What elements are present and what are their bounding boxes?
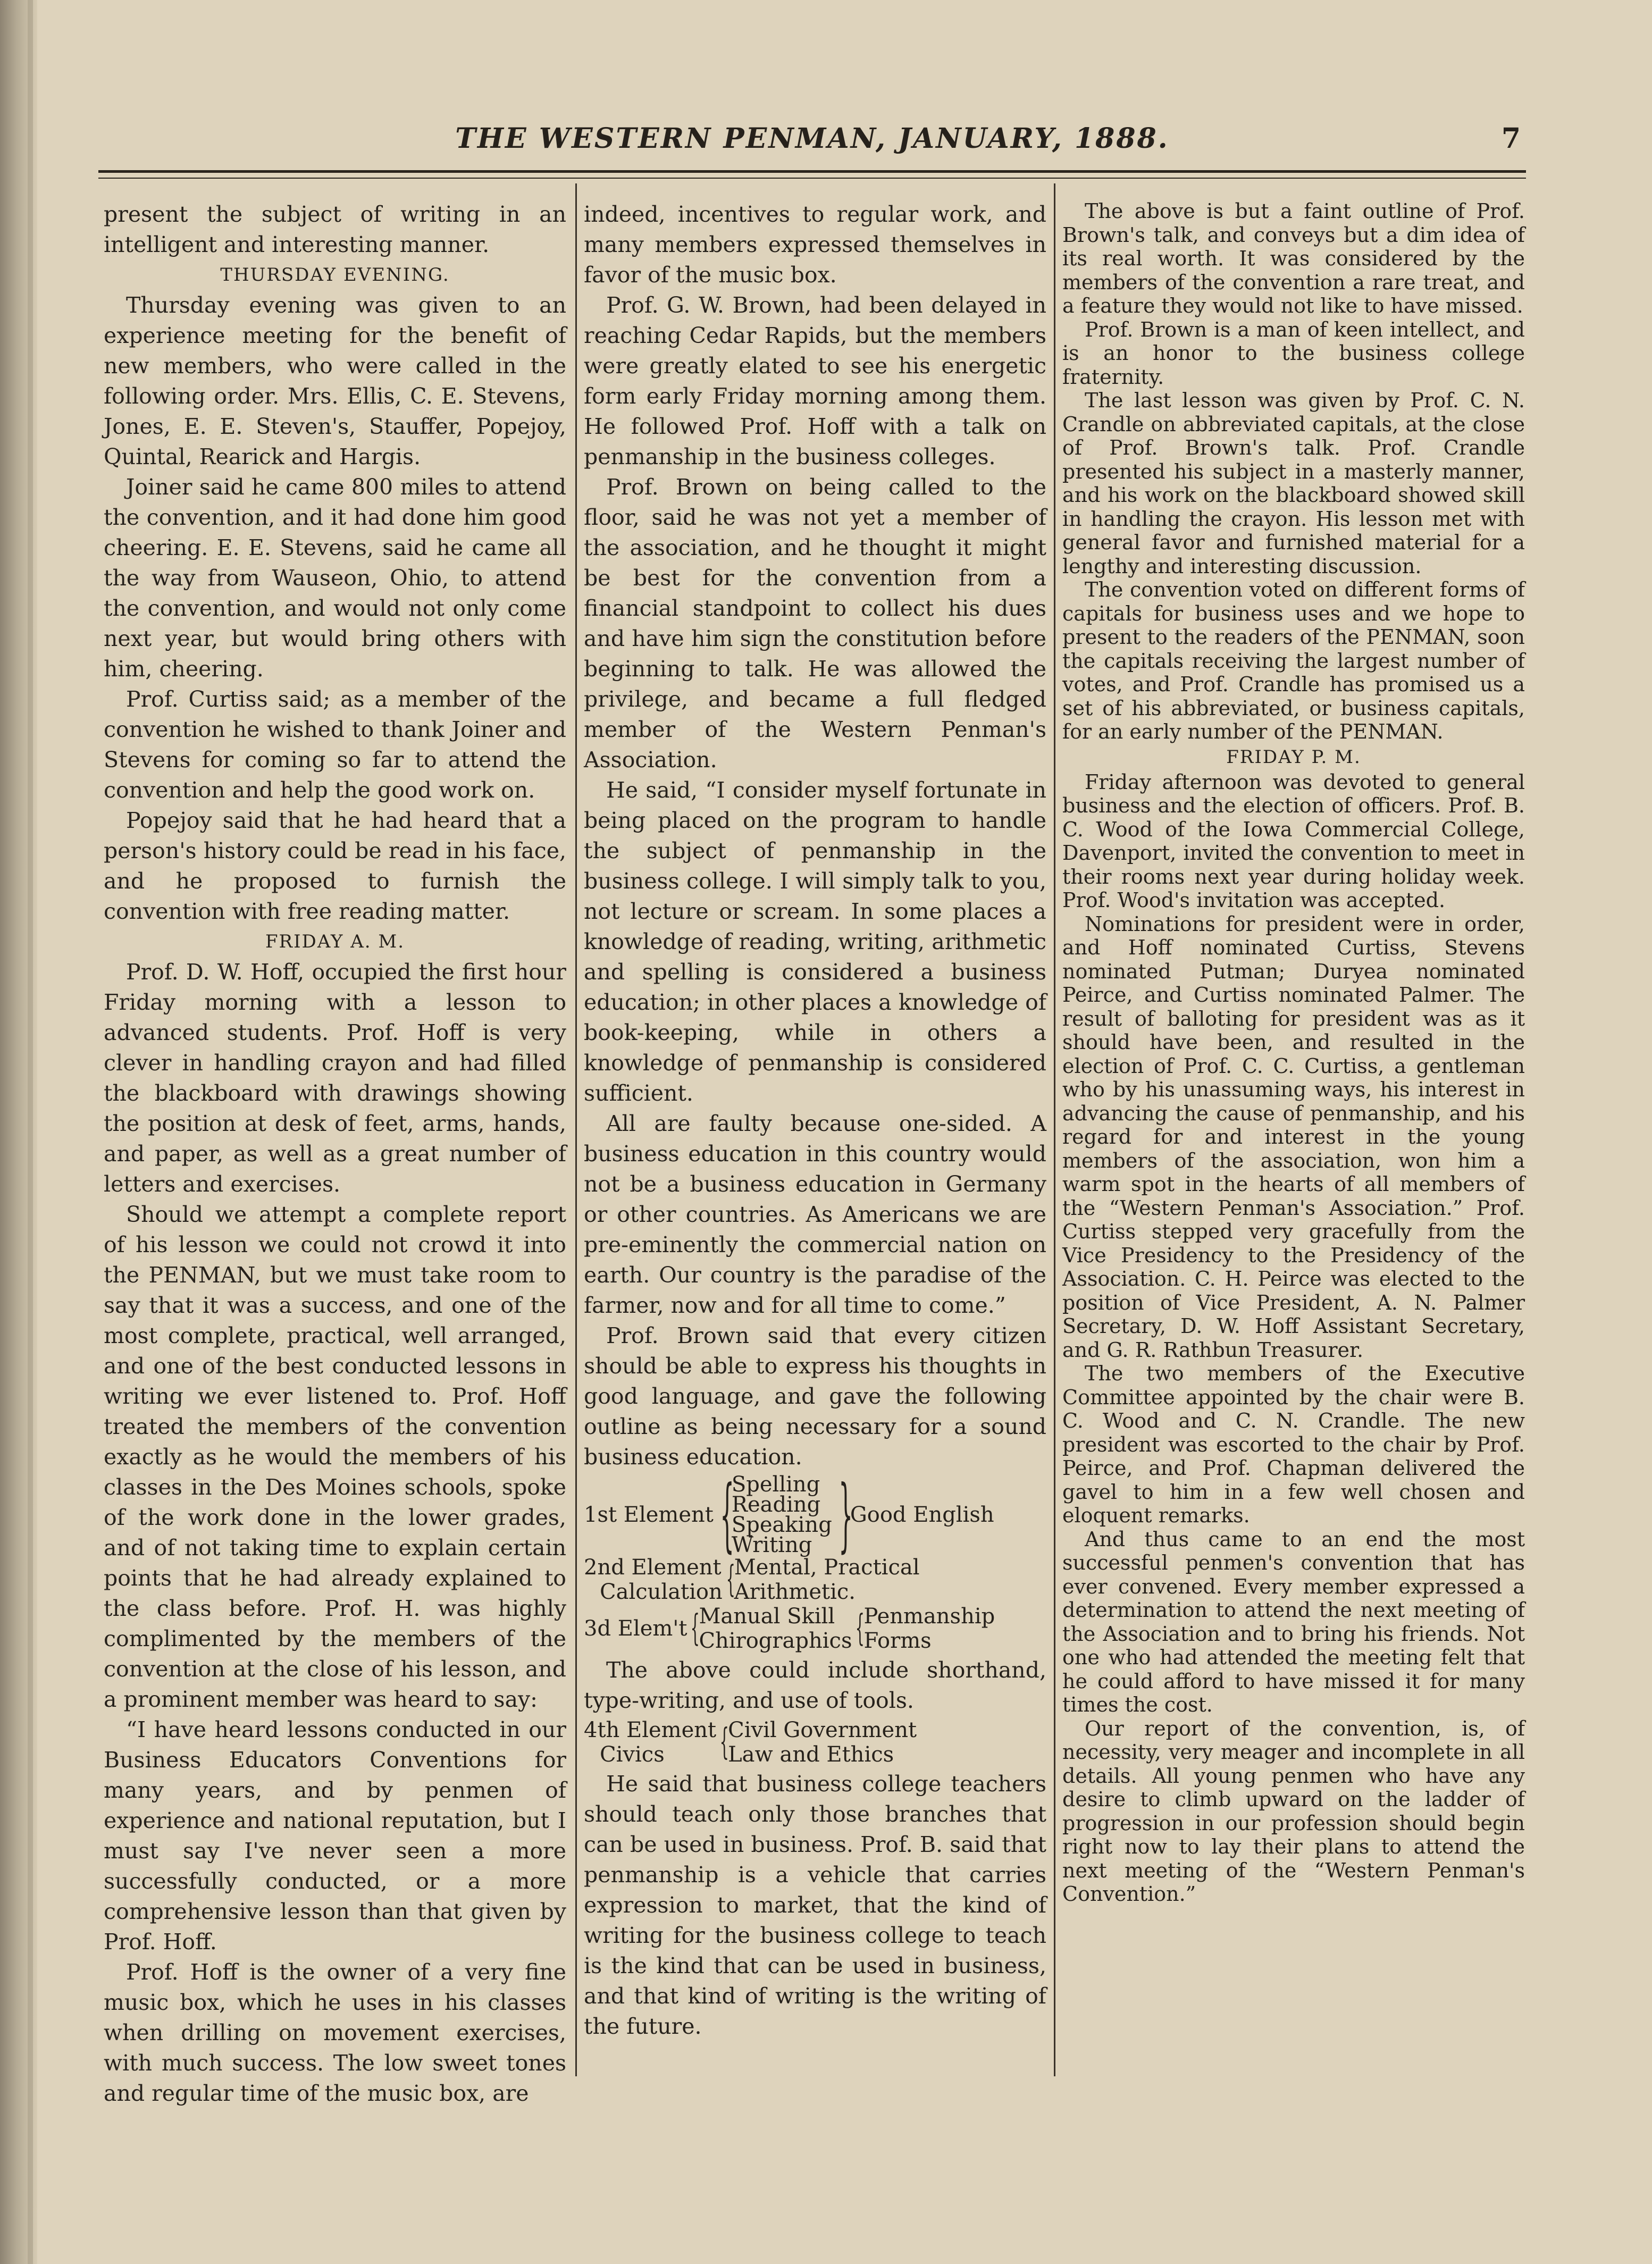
paragraph: Prof. G. W. Brown, had been delayed in reaching Cedar Rapids, but the members were greatly elated to see his energetic form early Friday morning among them. He followed Prof. Hoff with a talk on penmanship in the business colleges.: [584, 292, 1046, 469]
left-brace: {: [720, 1469, 734, 1561]
brace: {: [856, 1607, 865, 1649]
paragraph: All are faulty because one-sided. A business education in this country would not be a business education in Germany or other countries. As Americans we are pre-eminently the commercial nation on earth. Our country is the paradise of the farmer, now and for all time to come.”: [584, 1111, 1046, 1318]
outline-element-2: [584, 1555, 1046, 1604]
page-fold: [28, 0, 33, 2264]
paragraph: present the subject of writing in an intelligent and interesting manner.: [104, 202, 566, 257]
header-rule-thick: [98, 170, 1526, 173]
education-outline: [584, 1469, 1046, 1653]
column-2: [584, 199, 1046, 2042]
outline-item: Civil Government: [728, 1718, 917, 1742]
outline-label: 1st Element: [584, 1503, 714, 1527]
outline-item: Forms: [863, 1629, 932, 1653]
column-divider-2: [1054, 183, 1055, 2076]
section-heading: THURSDAY EVENING.: [220, 264, 450, 286]
paragraph: The convention voted on different forms of capitals for business uses and we hope to present to the readers of the PENMAN, soon the capitals receiving the largest number of votes, and Prof. Crandle has promised us a set of his abbreviated, or business capitals, for an early number of the PENMAN.: [1062, 578, 1525, 743]
paragraph: The two members of the Executive Committee appointed by the chair were B. C. Wood and C. N. Crandle. The new president was escorted to the chair by Prof. Peirce, and Prof. Chapman delivered the gavel to him in a few well chosen and eloquent remarks.: [1062, 1362, 1525, 1527]
paragraph: The above is but a faint outline of Prof. Brown's talk, and conveys but a dim idea of its real worth. It was considered by the members of the convention a rare treat, and a feature they would not like to have missed.: [1062, 199, 1525, 317]
column-1: [104, 199, 566, 2109]
outline-label: 3d Elem't: [584, 1616, 687, 1641]
header-rule-thin: [98, 178, 1526, 179]
outline-item: Writing: [731, 1533, 812, 1557]
outline-item: Speaking: [731, 1513, 832, 1537]
outline-item: Spelling: [731, 1472, 820, 1497]
paragraph: Prof. Brown on being called to the floor, said he was not yet a member of the association, and he thought it might be best for the convention from a financial standpoint to collect his dues and have him sign the constitution before beginning to talk. He was allowed the privilege, and became a full fledged member of the Western Penman's Association.: [584, 474, 1046, 773]
paragraph: Friday afternoon was devoted to general business and the election of officers. Prof. B. C. Wood of the Iowa Commercial College, Davenport, invited the convention to meet in their rooms next year during holiday week. Prof. Wood's invitation was accepted.: [1062, 770, 1525, 912]
outline-item: Law and Ethics: [728, 1742, 894, 1767]
paragraph: Prof. Brown said that every citizen should be able to express his thoughts in good language, and gave the following outline as being necessary for a sound business education.: [584, 1323, 1046, 1470]
paragraph: Prof. Brown is a man of keen intellect, and is an honor to the business college fraternity.: [1062, 317, 1525, 389]
paragraph: Should we attempt a complete report of his lesson we could not crowd it into the PENMAN, but we must take room to say that it was a success, and one of the most complete, practical, well arranged, and one of the best conducted lessons in writing we ever listened to. Prof. Hoff treated the members of the convention exactly as he would the members of his classes in the Des Moines schools, spoke of the work done in the lower grades, and of not taking time to explain certain points that he had already explained to the class before. Prof. H. was highly complimented by the members of the convention at the close of his lesson, and a prominent member was heard to say:: [104, 1202, 566, 1712]
outline-element-1: [584, 1469, 1046, 1561]
paragraph: Popejoy said that he had heard that a person's history could be read in his face, and he proposed to furnish the convention with free reading matter.: [104, 808, 566, 924]
brace: {: [726, 1558, 735, 1600]
outline-label: 4th Element: [584, 1718, 717, 1742]
outline-label: Civics: [600, 1742, 665, 1767]
outline-item: Chirographics: [699, 1629, 852, 1653]
outline-label: 2nd Element: [584, 1555, 722, 1580]
paragraph: He said, “I consider myself fortunate in being placed on the program to handle the subject of penmanship in the business college. I will simply talk to you, not lecture or scream. In some places a knowledge of reading, writing, arithmetic and spelling is considered a business education; in other places a knowledge of book-keeping, while in others a knowledge of penmanship is considered sufficient.: [584, 777, 1046, 1106]
running-title: THE WESTERN PENMAN, JANUARY, 1888.: [455, 122, 1169, 155]
outline-element-4: [584, 1718, 1046, 1767]
paragraph: Thursday evening was given to an experience meeting for the benefit of new members, who were called in the following order. Mrs. Ellis, C. E. Stevens, Jones, E. E. Steven's, Stauffer, Popejoy, Quintal, Rearick and Hargis.: [104, 292, 566, 469]
outline-label: Calculation: [600, 1580, 723, 1604]
paragraph: The last lesson was given by Prof. C. N. Crandle on abbreviated capitals, at the close of Prof. Brown's talk. Prof. Crandle presented his subject in a masterly manner, and his work on the blackboard showed skill in handling the crayon. His lesson met with general favor and furnished material for a lengthy and interesting discussion.: [1062, 389, 1525, 578]
page-number: 7: [1501, 122, 1521, 155]
column-divider-1: [575, 183, 577, 2076]
brace: {: [691, 1607, 700, 1649]
column-3: [1062, 199, 1525, 1906]
outline-element-3: [584, 1604, 1046, 1653]
paragraph: “I have heard lessons conducted in our Business Educators Conventions for many years, and by penmen of experience and national reputation, but I must say I've never seen a more successfully conducted, or a more comprehensive lesson than that given by Prof. Hoff.: [104, 1717, 566, 1955]
paragraph: And thus came to an end the most successful penmen's convention that has ever convened. Every member expressed a determination to attend the next meeting of the Association and to bring his friends. Not one who had attended the meeting felt that he could afford to have missed it for many times the cost.: [1062, 1527, 1525, 1716]
section-heading: FRIDAY A. M.: [265, 931, 405, 952]
paragraph: Nominations for president were in order, and Hoff nominated Curtiss, Stevens nominated Putman; Duryea nominated Peirce, and Curtiss nominated Palmer. The result of balloting for president was as it should have been, and resulted in the election of Prof. C. C. Curtiss, a gentleman who by his unassuming ways, his interest in advancing the cause of penmanship, and his regard for and interest in the young members of the association, won him a warm spot in the hearts of all members of the “Western Penman's Association.” Prof. Curtiss stepped very gracefully from the Vice Presidency to the Presidency of the Association. C. H. Peirce was elected to the position of Vice President, A. N. Palmer Secretary, D. W. Hoff Assistant Secretary, and G. R. Rathbun Treasurer.: [1062, 912, 1525, 1362]
paragraph: The above could include shorthand, type-writing, and use of tools.: [584, 1657, 1046, 1713]
outline-item: Arithmetic.: [734, 1580, 856, 1604]
paragraph: He said that business college teachers should teach only those branches that can be used in business. Prof. B. said that penmanship is a vehicle that carries expression to market, that the kind of writing for the business college to teach is the kind that can be used in business, and that kind of writing is the writing of the future.: [584, 1771, 1046, 2039]
brace: {: [719, 1721, 729, 1763]
paragraph: Joiner said he came 800 miles to attend the convention, and it had done him good cheering. E. E. Stevens, said he came all the way from Wauseon, Ohio, to attend the convention, and would not only come next year, but would bring others with him, cheering.: [104, 474, 566, 682]
paragraph: Prof. Hoff is the owner of a very fine music box, which he uses in his classes when drilling on movement exercises, with much success. The low sweet tones and regular time of the music box, are: [104, 1959, 566, 2106]
outline-result: Good English: [850, 1503, 994, 1527]
outline-items: [732, 1474, 832, 1555]
paragraph: indeed, incentives to regular work, and many members expressed themselves in favor of the music box.: [584, 202, 1046, 288]
paragraph: Our report of the convention, is, of necessity, very meager and incomplete in all details. All young penmen who have any desire to climb upward on the ladder of progression in our profession should begin right now to lay their plans to attend the next meeting of the “Western Penman's Convention.”: [1062, 1716, 1525, 1906]
paragraph: Prof. D. W. Hoff, occupied the first hour Friday morning with a lesson to advanced students. Prof. Hoff is very clever in handling crayon and had filled the blackboard with drawings showing the position at desk of feet, arms, hands, and paper, as well as a great number of letters and exercises.: [104, 959, 566, 1197]
outline-item: Manual Skill: [699, 1604, 835, 1629]
paragraph: Prof. Curtiss said; as a member of the convention he wished to thank Joiner and Stevens for coming so far to attend the convention and help the good work on.: [104, 686, 566, 803]
section-heading: FRIDAY P. M.: [1226, 746, 1361, 768]
right-brace: }: [838, 1469, 853, 1561]
outline-item: Reading: [731, 1492, 821, 1517]
page-header: [98, 122, 1526, 160]
outline-item: Penmanship: [863, 1604, 995, 1629]
outline-item: Mental, Practical: [734, 1555, 920, 1580]
